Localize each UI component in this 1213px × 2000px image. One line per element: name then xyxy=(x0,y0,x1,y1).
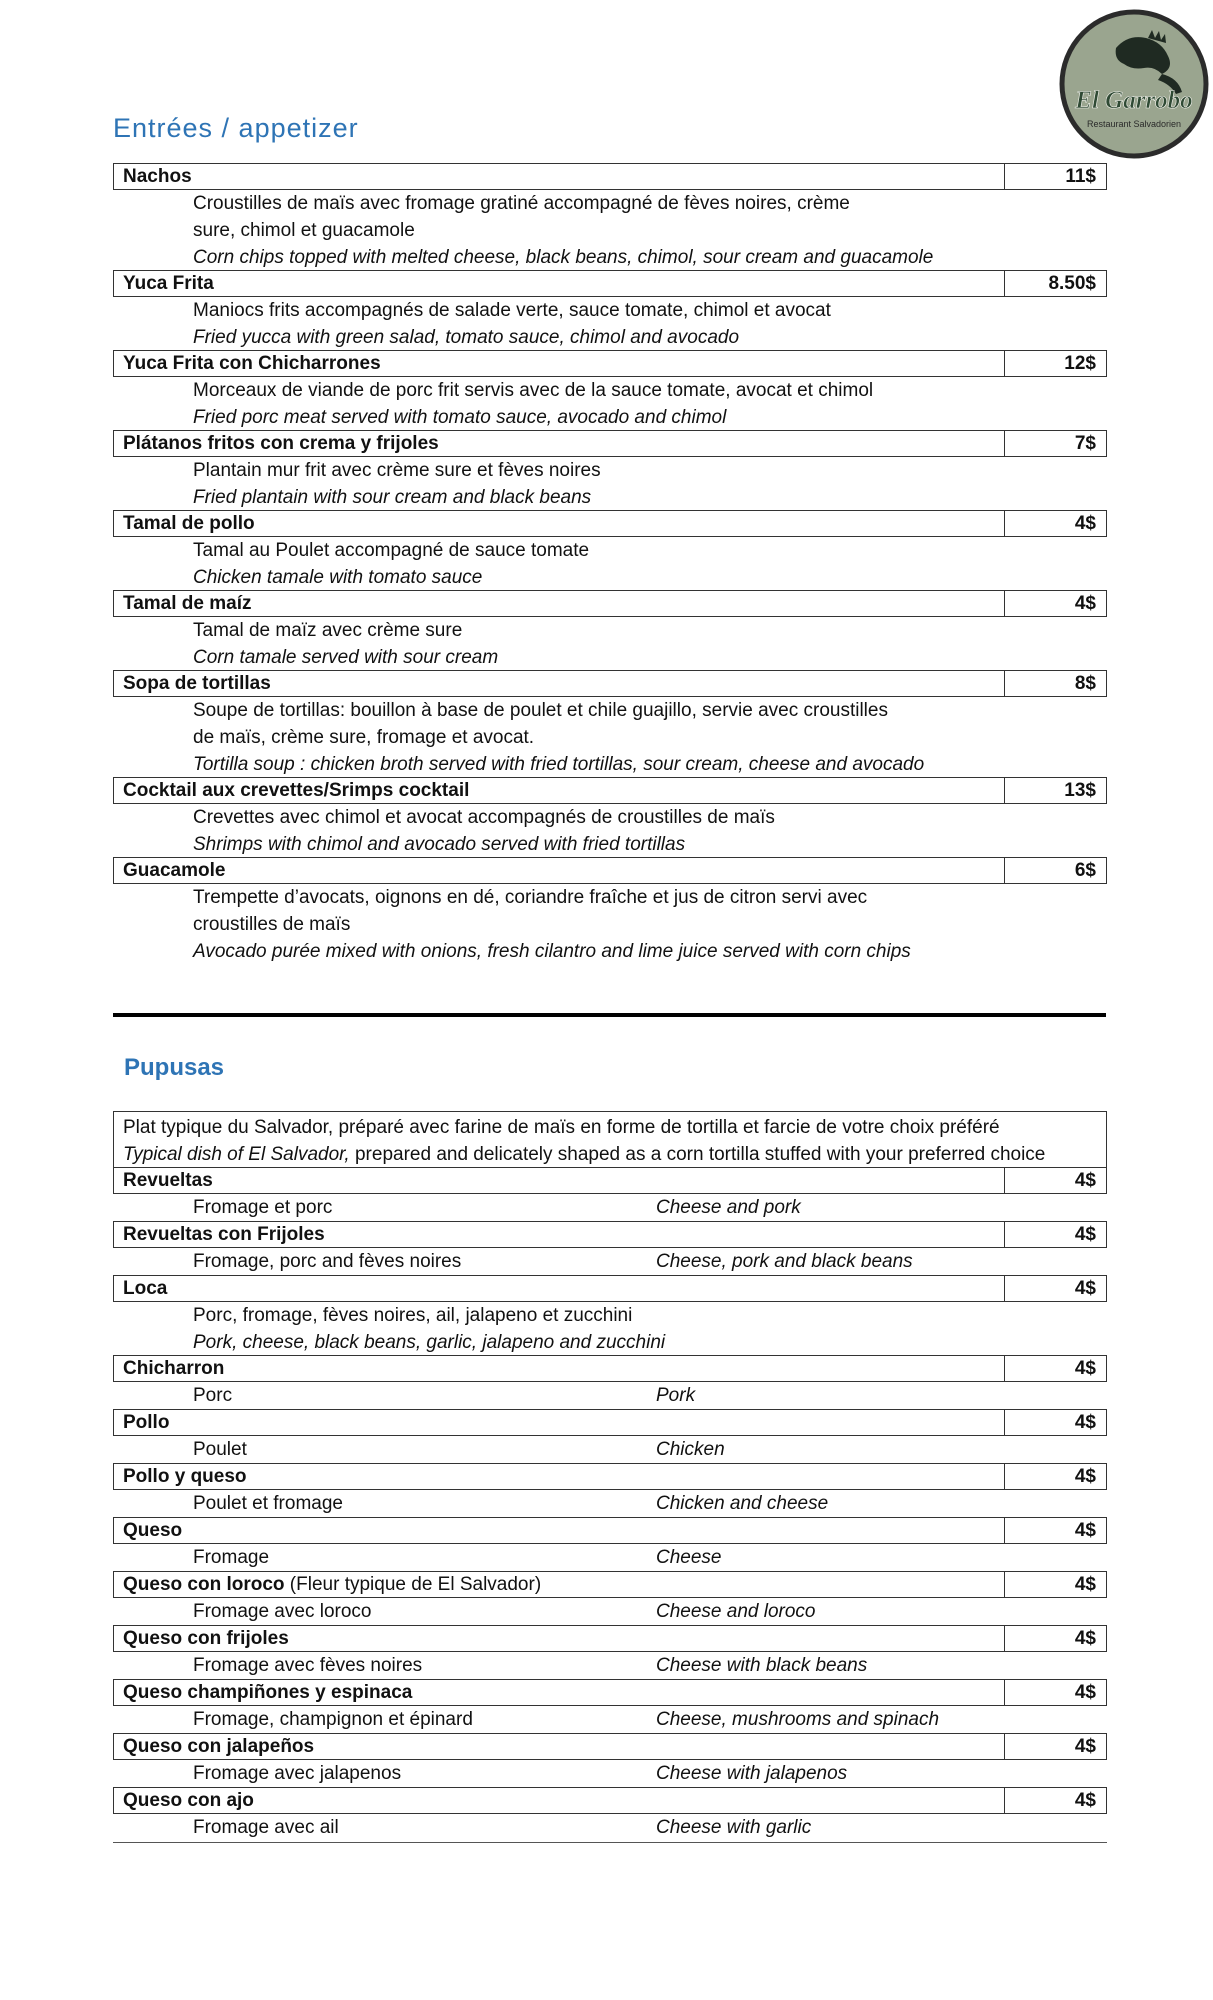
item-desc-fr: Tamal au Poulet accompagné de sauce tomate xyxy=(193,540,590,561)
item-name: Revueltas xyxy=(123,1170,213,1191)
item-desc-fr: Porc xyxy=(193,1385,233,1406)
item-price: 4$ xyxy=(1004,1572,1106,1597)
item-price: 4$ xyxy=(1004,1168,1106,1193)
item-desc-en: Pork, cheese, black beans, garlic, jalapeno and zucchini xyxy=(193,1332,666,1353)
item-price: 13$ xyxy=(1004,778,1106,803)
item-desc-fr: Tamal de maïz avec crème sure xyxy=(193,620,463,641)
item-desc-fr: Trempette d’avocats, oignons en dé, coriandre fraîche et jus de citron servi avec croustilles de maïs xyxy=(193,887,868,935)
menu-item xyxy=(113,430,1107,511)
item-desc-fr: Poulet xyxy=(193,1439,247,1460)
item-name: Queso con frijoles xyxy=(123,1628,289,1649)
logo-title: El Garrobo xyxy=(1075,87,1193,114)
item-desc-fr: Fromage, porc and fèves noires xyxy=(193,1251,462,1272)
item-desc-en: Cheese and loroco xyxy=(656,1601,816,1622)
menu-item xyxy=(113,857,1107,965)
menu-item xyxy=(113,1517,1107,1572)
item-desc-fr: Fromage avec jalapenos xyxy=(193,1763,402,1784)
item-desc-en: Cheese, mushrooms and spinach xyxy=(656,1709,940,1730)
item-price: 4$ xyxy=(1004,1788,1106,1813)
item-desc-en: Chicken and cheese xyxy=(656,1493,829,1514)
menu-item xyxy=(113,777,1107,858)
item-desc-en: Cheese, pork and black beans xyxy=(656,1251,913,1272)
logo-subtitle: Restaurant Salvadorien xyxy=(1086,119,1182,129)
item-desc-fr: Fromage et porc xyxy=(193,1197,333,1218)
item-price: 4$ xyxy=(1004,1464,1106,1489)
item-name: Yuca Frita xyxy=(123,273,214,294)
item-price: 12$ xyxy=(1004,351,1106,376)
menu-item xyxy=(113,1275,1107,1356)
item-desc-fr: Fromage avec fèves noires xyxy=(193,1655,423,1676)
item-name-note: (Fleur typique de El Salvador) xyxy=(284,1574,542,1595)
item-name: Pollo y queso xyxy=(123,1466,247,1487)
item-desc-en: Pork xyxy=(656,1385,696,1406)
item-name: Tamal de maíz xyxy=(123,593,252,614)
item-desc-en: Fried plantain with sour cream and black beans xyxy=(193,487,592,508)
table-end-line xyxy=(113,1842,1107,1843)
item-name: Queso xyxy=(123,1520,183,1541)
item-desc-en: Shrimps with chimol and avocado served with fried tortillas xyxy=(193,834,686,855)
item-name: Revueltas con Frijoles xyxy=(123,1224,325,1245)
item-price: 4$ xyxy=(1004,591,1106,616)
item-desc-en: Tortilla soup : chicken broth served with fried tortillas, sour cream, cheese and avocado xyxy=(193,754,925,775)
item-price: 8.50$ xyxy=(1004,271,1106,296)
item-name: Cocktail aux crevettes/Srimps cocktail xyxy=(123,780,470,801)
item-name: Loca xyxy=(123,1278,168,1299)
item-name: Plátanos fritos con crema y frijoles xyxy=(123,433,439,454)
menu-item xyxy=(113,1625,1107,1680)
item-desc-en: Cheese and pork xyxy=(656,1197,801,1218)
intro-fr: Plat typique du Salvador, préparé avec farine de maïs en forme de tortilla et farcie de votre choix préféré xyxy=(123,1117,1000,1138)
menu-item xyxy=(113,1733,1107,1788)
item-name: Queso champiñones y espinaca xyxy=(123,1682,413,1703)
menu-item xyxy=(113,1787,1107,1842)
item-desc-fr: Morceaux de viande de porc frit servis avec de la sauce tomate, avocat et chimol xyxy=(193,380,874,401)
pupusas-title: Pupusas xyxy=(124,1054,225,1081)
menu-item xyxy=(113,1679,1107,1734)
restaurant-logo xyxy=(1058,8,1210,160)
item-price: 4$ xyxy=(1004,1276,1106,1301)
item-desc-en: Cheese with jalapenos xyxy=(656,1763,848,1784)
intro-en-italic: Typical dish of El Salvador, xyxy=(123,1144,350,1165)
item-desc-fr: Maniocs frits accompagnés de salade verte, sauce tomate, chimol et avocat xyxy=(193,300,831,321)
entrees-title: Entrées / appetizer xyxy=(113,113,359,143)
item-desc-en: Cheese with garlic xyxy=(656,1817,812,1838)
item-desc-en: Chicken tamale with tomato sauce xyxy=(193,567,483,588)
item-name: Queso con jalapeños xyxy=(123,1736,315,1757)
menu-item xyxy=(113,350,1107,431)
item-desc-en: Cheese with black beans xyxy=(656,1655,868,1676)
item-desc-fr: Crevettes avec chimol et avocat accompagnés de croustilles de maïs xyxy=(193,807,775,828)
menu-item xyxy=(113,1463,1107,1518)
item-name: Guacamole xyxy=(123,860,226,881)
pupusas-list xyxy=(113,1111,1107,1843)
item-desc-en: Cheese xyxy=(656,1547,722,1568)
item-desc-en: Avocado purée mixed with onions, fresh cilantro and lime juice served with corn chips xyxy=(193,941,911,962)
menu-item xyxy=(113,1409,1107,1464)
item-price: 4$ xyxy=(1004,1680,1106,1705)
item-name: Yuca Frita con Chicharrones xyxy=(123,353,381,374)
item-desc-en: Corn chips topped with melted cheese, black beans, chimol, sour cream and guacamole xyxy=(193,247,934,268)
entrees-list xyxy=(113,164,1107,965)
intro-en-rest: prepared and delicately shaped as a corn tortilla stuffed with your preferred choice xyxy=(349,1144,1046,1165)
item-desc-en: Fried porc meat served with tomato sauce, avocado and chimol xyxy=(193,407,727,428)
item-desc-fr: Plantain mur frit avec crème sure et fèves noires xyxy=(193,460,601,481)
item-price: 11$ xyxy=(1004,164,1106,189)
item-name: Queso con loroco xyxy=(123,1574,285,1595)
menu-item xyxy=(113,1221,1107,1276)
item-desc-en: Fried yucca with green salad, tomato sauce, chimol and avocado xyxy=(193,327,740,348)
menu-item xyxy=(113,1571,1107,1626)
item-desc-fr: Fromage avec ail xyxy=(193,1817,339,1838)
item-price: 6$ xyxy=(1004,858,1106,883)
item-price: 4$ xyxy=(1004,1222,1106,1247)
item-price: 8$ xyxy=(1004,671,1106,696)
item-desc-fr: Fromage, champignon et épinard xyxy=(193,1709,473,1730)
item-price: 7$ xyxy=(1004,431,1106,456)
menu-item xyxy=(113,1167,1107,1222)
item-name: Nachos xyxy=(123,166,192,187)
item-name: Pollo xyxy=(123,1412,170,1433)
item-name: Tamal de pollo xyxy=(123,513,255,534)
item-desc-fr: Fromage xyxy=(193,1547,270,1568)
menu-item xyxy=(113,270,1107,351)
menu-item xyxy=(113,163,1107,271)
menu-item xyxy=(113,590,1107,671)
item-desc-en: Corn tamale served with sour cream xyxy=(193,647,499,668)
item-desc-fr: Poulet et fromage xyxy=(193,1493,343,1514)
item-name: Chicharron xyxy=(123,1358,225,1379)
section-divider xyxy=(113,1013,1106,1017)
item-name: Sopa de tortillas xyxy=(123,673,271,694)
item-price: 4$ xyxy=(1004,1518,1106,1543)
item-desc-fr: Croustilles de maïs avec fromage gratiné accompagné de fèves noires, crème sure, chimol et guacamole xyxy=(193,193,850,241)
item-desc-fr: Fromage avec loroco xyxy=(193,1601,372,1622)
menu-item xyxy=(113,510,1107,591)
item-desc-fr: Porc, fromage, fèves noires, ail, jalapeno et zucchini xyxy=(193,1305,633,1326)
item-price: 4$ xyxy=(1004,1356,1106,1381)
item-desc-en: Chicken xyxy=(656,1439,725,1460)
menu-item xyxy=(113,670,1107,778)
item-price: 4$ xyxy=(1004,1410,1106,1435)
item-price: 4$ xyxy=(1004,511,1106,536)
item-desc-fr: Soupe de tortillas: bouillon à base de poulet et chile guajillo, servie avec croustilles de maïs, crème sure, fromage et avocat. xyxy=(193,700,888,748)
item-name: Queso con ajo xyxy=(123,1790,254,1811)
pupusas-intro xyxy=(113,1111,1107,1168)
item-price: 4$ xyxy=(1004,1626,1106,1651)
item-price: 4$ xyxy=(1004,1734,1106,1759)
menu-item xyxy=(113,1355,1107,1410)
